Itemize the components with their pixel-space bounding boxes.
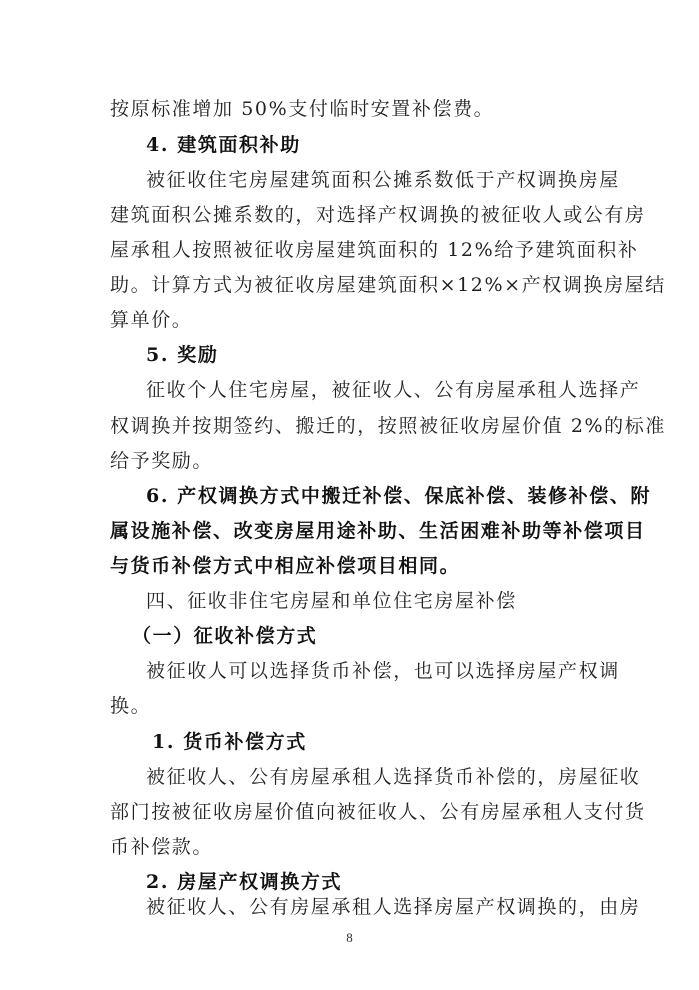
section-heading: 4. 建筑面积补助 [146, 134, 301, 156]
bold-paragraph-line: 与货币补偿方式中相应补偿项目相同。 [110, 555, 461, 577]
section-heading: 5. 奖励 [146, 344, 219, 366]
body-line: 币补偿款。 [110, 836, 214, 858]
body-line: 建筑面积公摊系数的，对选择产权调换的被征收人或公有房 [110, 204, 646, 226]
body-line: 部门按被征收房屋价值向被征收人、公有房屋承租人支付货 [110, 801, 646, 823]
body-line: 权调换并按期签约、搬迁的，按照被征收房屋价值 2%的标准 [110, 415, 666, 437]
section-heading: 1. 货币补偿方式 [152, 731, 307, 753]
body-line: 征收个人住宅房屋，被征收人、公有房屋承租人选择产 [146, 379, 641, 401]
body-line: 换。 [110, 695, 152, 717]
body-line: 被征收人可以选择货币补偿，也可以选择房屋产权调 [146, 660, 620, 682]
body-line: 被征收人、公有房屋承租人选择货币补偿的，房屋征收 [146, 766, 641, 788]
bold-paragraph-line: 6. 产权调换方式中搬迁补偿、保底补偿、装修补偿、附 [146, 485, 652, 507]
body-line: 助。计算方式为被征收房屋建筑面积×12%×产权调换房屋结 [110, 274, 666, 296]
body-line: 按原标准增加 50%支付临时安置补偿费。 [110, 98, 495, 120]
body-line: 被征收住宅房屋建筑面积公摊系数低于产权调换房屋 [146, 169, 620, 191]
body-line: 算单价。 [110, 309, 193, 331]
chapter-heading: 四、征收非住宅房屋和单位住宅房屋补偿 [146, 590, 517, 612]
body-line: 给予奖励。 [110, 450, 214, 472]
subsection-heading: （一）征收补偿方式 [132, 625, 318, 647]
section-heading: 2. 房屋产权调换方式 [146, 871, 343, 893]
body-line: 屋承租人按照被征收房屋建筑面积的 12%给予建筑面积补 [110, 239, 639, 261]
page-number: 8 [346, 930, 353, 945]
body-line: 被征收人、公有房屋承租人选择房屋产权调换的，由房 [146, 896, 641, 918]
bold-paragraph-line: 属设施补偿、改变房屋用途补助、生活困难补助等补偿项目 [110, 520, 646, 542]
